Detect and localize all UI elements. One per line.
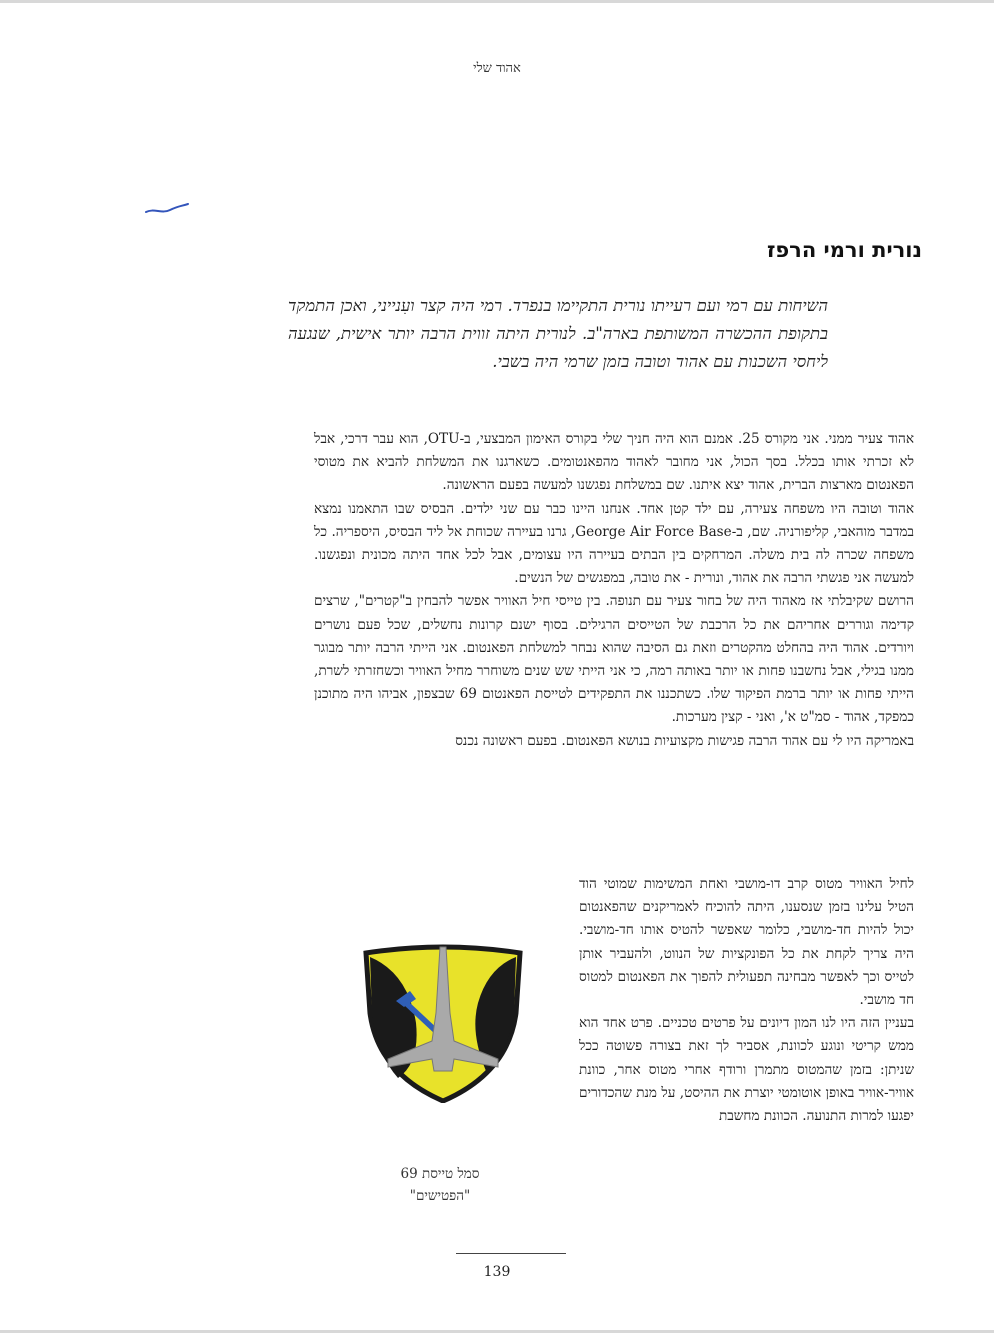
- body-text: [314, 428, 914, 753]
- wrap-paragraph-1: לחיל האוויר מטוס קרב דו-מושבי ואחת המשימות שמוטי הוד הטיל עלינו בזמן שנסענו, היתה להוכיח לאמריקנים שהפאנטום יכול להיות חד-מושבי, כלומר שאפשר להטיס אותו חד-מושבי. היה צריך לקחת את כל הפונקציות של הנווט, ולהעביר אותן לטייס וכך לאפשר מבחינה תפעולית להפוך את הפאנטום למטוס חד מושבי.: [579, 876, 914, 1009]
- wrapped-text-column: [579, 873, 914, 1218]
- caption-line-1: סמל טייסת 69: [400, 1166, 480, 1182]
- footer-rule: [456, 1253, 566, 1254]
- body-paragraph-1: אהוד צעיר ממני. אני מקורס 25. אמנם הוא היה חניך שלי בקורס האימון המבצעי, ב-OTU, הוא עבר דרכי, אבל לא זכרתי אותו בכלל. בסך הכול, אני מחובר לאהוד מהפאנטומים. כשארגנו את המשלחת להביא את מטוסי הפאנטום מארצות הברית, אהוד יצא איתנו. שם במשלחת נפגשנו למעשה בפעם הראשונה.: [314, 431, 914, 494]
- body-paragraph-2: אהוד וטובה היו משפחה צעירה, עם ילד קטן אחד. אנחנו היינו כבר עם שני ילדים. הבסיס שבו התאמנו נמצא במדבר מוהאבי, קליפורניה. שם, ב-George Air Force Base, גרנו בעיירה שכוחת אל ליד הבסיס, היספריה. כל משפחה שכרה לה בית משלה. המרחקים בין הבתים בעיירה היו עצומים, אבל לכל אחד היתה מכונית ונפגשנו. למעשה אני פגשתי הרבה את אהוד, ונורית - את טובה, במפגשים של הנשים.: [314, 500, 914, 587]
- squadron-emblem-icon: [358, 943, 528, 1103]
- wrap-paragraph-2: בעניין הזה היו לנו המון דיונים על פרטים טכניים. פרט אחד הוא ממש קריטי ונוגע לכוונת, אסביר לך זאת בצורה פשוטה ככל שניתן: בזמן שהמטוס מתמרן ורודף אחרי מטוס אחר, כוונת אוויר-אוויר באופן אוטומטי יוצרת את ההיסט, על מנת שהכדורים יפגעו למרות התנועה. הכוונת מחשבת: [579, 1015, 914, 1125]
- page-number: 139: [483, 1264, 511, 1280]
- pen-mark-icon: [142, 200, 192, 220]
- caption-line-2: "הפטישים": [409, 1188, 471, 1204]
- figure-caption: [330, 1163, 550, 1207]
- body-paragraph-4: באמריקה היו לי עם אהוד הרבה פגישות מקצועיות בנושא הפאנטום. בפעם ראשונה נכנס: [455, 732, 914, 749]
- running-header: אהוד שלי: [473, 61, 521, 76]
- intro-paragraph: השיחות עם רמי ועם רעייתו נורית התקיימו בנפרד. רמי היה קצר ועִנייני, ואכן התמקד בתקופת ההכשרה המשותפת בארה"ב. לנורית היתה זווית הרבה יותר אישית, שנגעה ליחסי השכנות עם אהוד וטובה בזמן שרמי היה בשבי.: [288, 296, 828, 371]
- page-top-edge: [0, 0, 994, 3]
- body-paragraph-3: הרושם שקיבלתי אז מאהוד היה של בחור צעיר עם תנופה. בין טייסי חיל האוויר אפשר להבחין ב"קטרים", שרצים קדימה וגוררים אחריהם את כל הרכבת של הטייסים הרגילים. בסוף ישנם קרונות נחשלים, שכל פעם נושרים ויורדים. אהוד היה בהחלט מהקטרים וזאת גם הסיבה שהוא נבחר למשלחת הפאנטום. אני הייתי הרבה יותר מבוגר ממנו בגילי, אבל נחשבנו פחות או יותר באותה רמה, כי אני הייתי שש שנים משוחרר מחיל האוויר וכשחזרתי לשרת, הייתי פחות או יותר ברמת הפיקוד שלו. כשתכננו את התפקידים לטייסת הפאנטום 69 שבצפון, אביהו היה מתוכנן כמפקד, אהוד - סמ"ט א', ואני - קצין מערכות.: [314, 593, 914, 726]
- chapter-title: נורית ורמי הרפז: [766, 238, 922, 262]
